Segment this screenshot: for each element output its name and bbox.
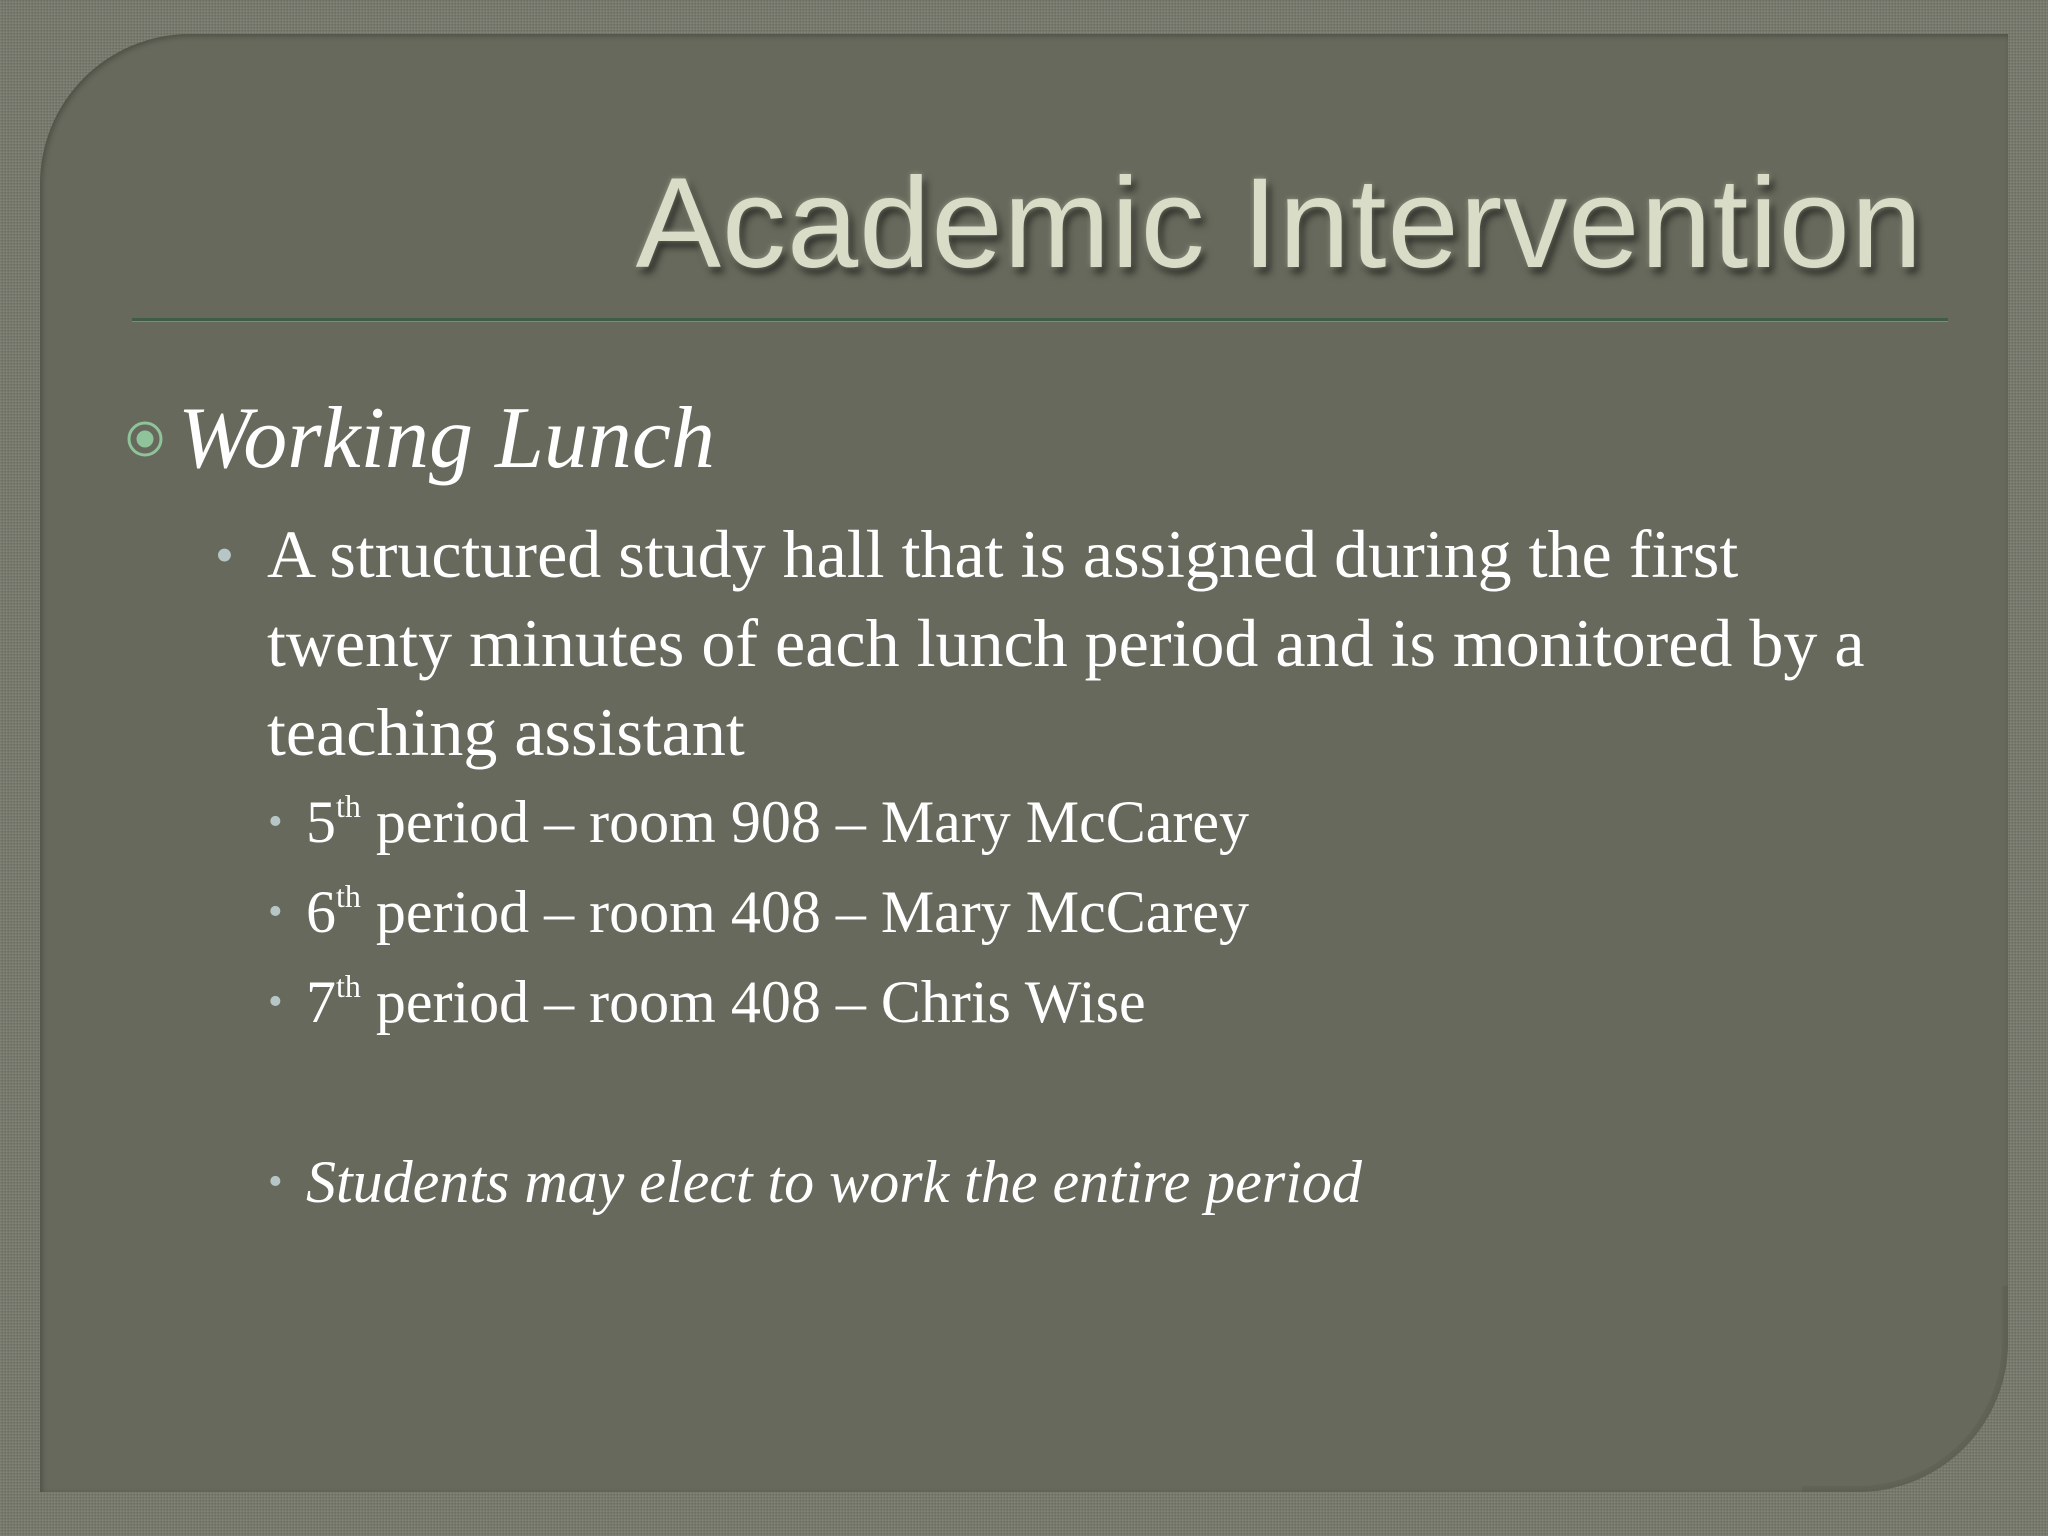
sub-bullet-text: A structured study hall that is assigned during the first twenty minutes of each lunch period and is monitored by a teaching assistant bbox=[267, 516, 1865, 770]
note-item bbox=[268, 1142, 1362, 1222]
period-number: 5 bbox=[306, 789, 336, 855]
dot-icon: • bbox=[268, 889, 283, 935]
sub-bullet bbox=[215, 510, 1905, 777]
ordinal-suffix: th bbox=[336, 968, 361, 1004]
period-number: 6 bbox=[306, 879, 336, 945]
dot-icon: • bbox=[268, 1159, 283, 1205]
dot-icon: • bbox=[215, 525, 234, 585]
period-text bbox=[306, 782, 1249, 862]
period-item bbox=[268, 872, 1249, 952]
period-text bbox=[306, 872, 1249, 952]
period-details: period – room 908 – Mary McCarey bbox=[360, 789, 1250, 855]
period-details: period – room 408 – Mary McCarey bbox=[360, 879, 1250, 945]
dot-icon: • bbox=[268, 979, 283, 1025]
slide-title: Academic Intervention bbox=[635, 152, 1923, 295]
period-item bbox=[268, 962, 1146, 1042]
period-item bbox=[268, 782, 1249, 862]
period-number: 7 bbox=[306, 969, 336, 1035]
target-icon bbox=[126, 420, 164, 458]
dot-icon: • bbox=[268, 799, 283, 845]
main-bullet-text: Working Lunch bbox=[178, 390, 715, 487]
note-text: Students may elect to work the entire period bbox=[306, 1149, 1362, 1215]
period-text bbox=[306, 962, 1146, 1042]
ordinal-suffix: th bbox=[336, 788, 361, 824]
ordinal-suffix: th bbox=[336, 878, 361, 914]
period-details: period – room 408 – Chris Wise bbox=[360, 969, 1146, 1035]
main-bullet bbox=[126, 390, 715, 487]
